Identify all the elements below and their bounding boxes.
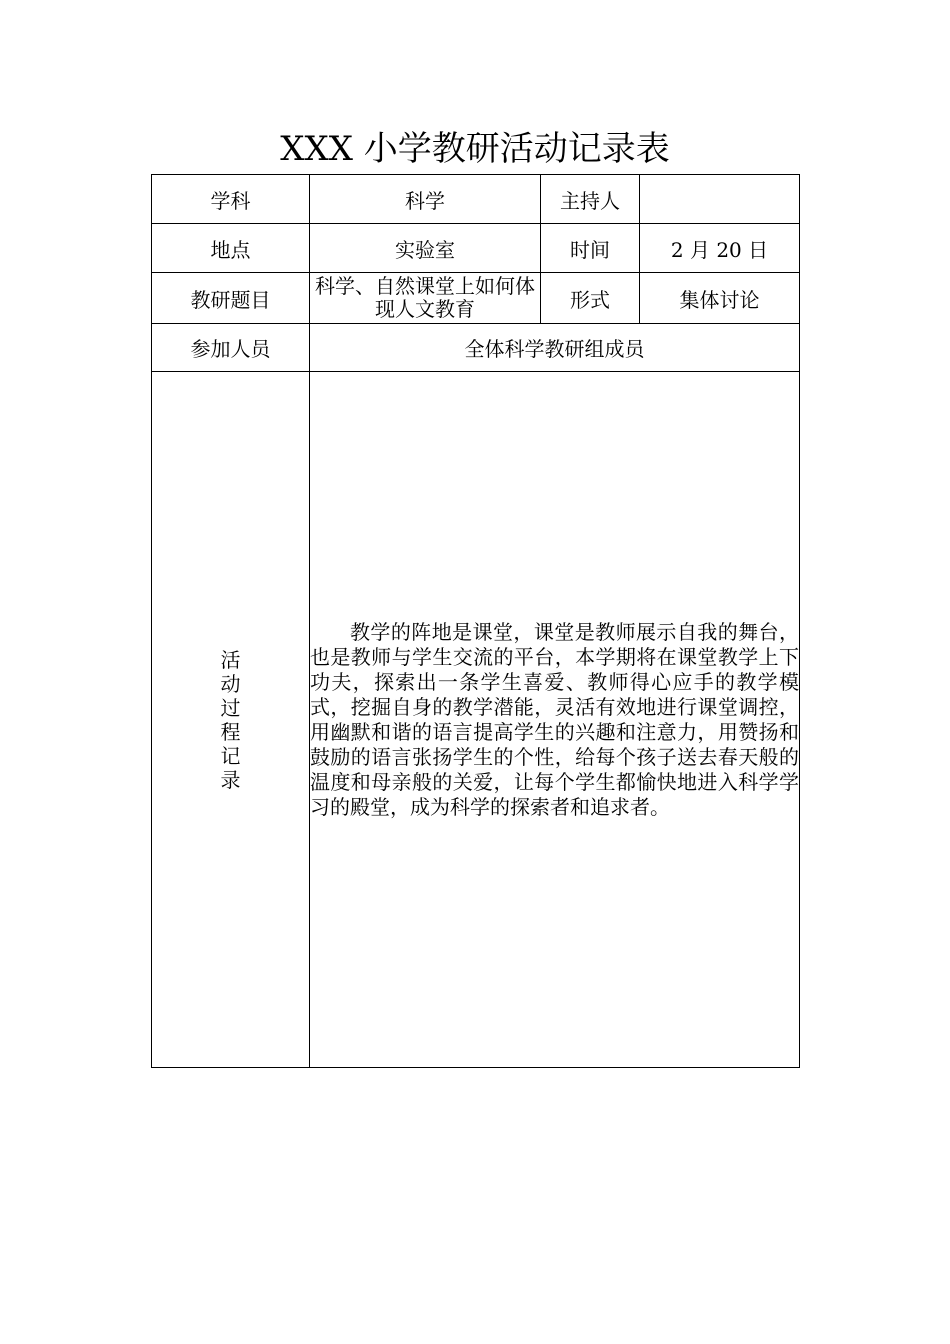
topic-label: 教研题目 <box>152 273 310 324</box>
subject-label: 学科 <box>152 175 310 224</box>
table-row <box>152 224 800 273</box>
topic-value: 科学、自然课堂上如何体现人文教育 <box>310 273 541 324</box>
page-title: XXX 小学教研活动记录表 <box>280 129 670 169</box>
location-label: 地点 <box>152 224 310 273</box>
record-content-cell <box>310 372 800 1068</box>
table-row <box>152 324 800 372</box>
table-row <box>152 372 800 1068</box>
activity-record-table <box>151 174 800 1068</box>
subject-value: 科学 <box>310 175 541 224</box>
format-label: 形式 <box>541 273 640 324</box>
record-label-cell <box>152 372 310 1068</box>
format-value: 集体讨论 <box>640 273 800 324</box>
time-value: 2 月 20 日 <box>640 224 800 273</box>
record-label: 活动过程记录 <box>220 647 241 792</box>
record-text: 教学的阵地是课堂，课堂是教师展示自我的舞台，也是教师与学生交流的平台，本学期将在课堂教学上下功夫，探索出一条学生喜爱、教师得心应手的教学模式，挖掘自身的教学潜能，灵活有效地进行课堂调控，用幽默和谐的语言提高学生的兴趣和注意力，用赞扬和鼓励的语言张扬学生的个性，给每个孩子送去春天般的温度和母亲般的关爱，让每个学生都愉快地进入科学学习的殿堂，成为科学的探索者和追求者。 <box>310 619 799 819</box>
host-value <box>640 175 800 224</box>
location-value: 实验室 <box>310 224 541 273</box>
participants-value: 全体科学教研组成员 <box>310 324 800 372</box>
table-row <box>152 273 800 324</box>
participants-label: 参加人员 <box>152 324 310 372</box>
table-row <box>152 175 800 224</box>
time-label: 时间 <box>541 224 640 273</box>
host-label: 主持人 <box>541 175 640 224</box>
